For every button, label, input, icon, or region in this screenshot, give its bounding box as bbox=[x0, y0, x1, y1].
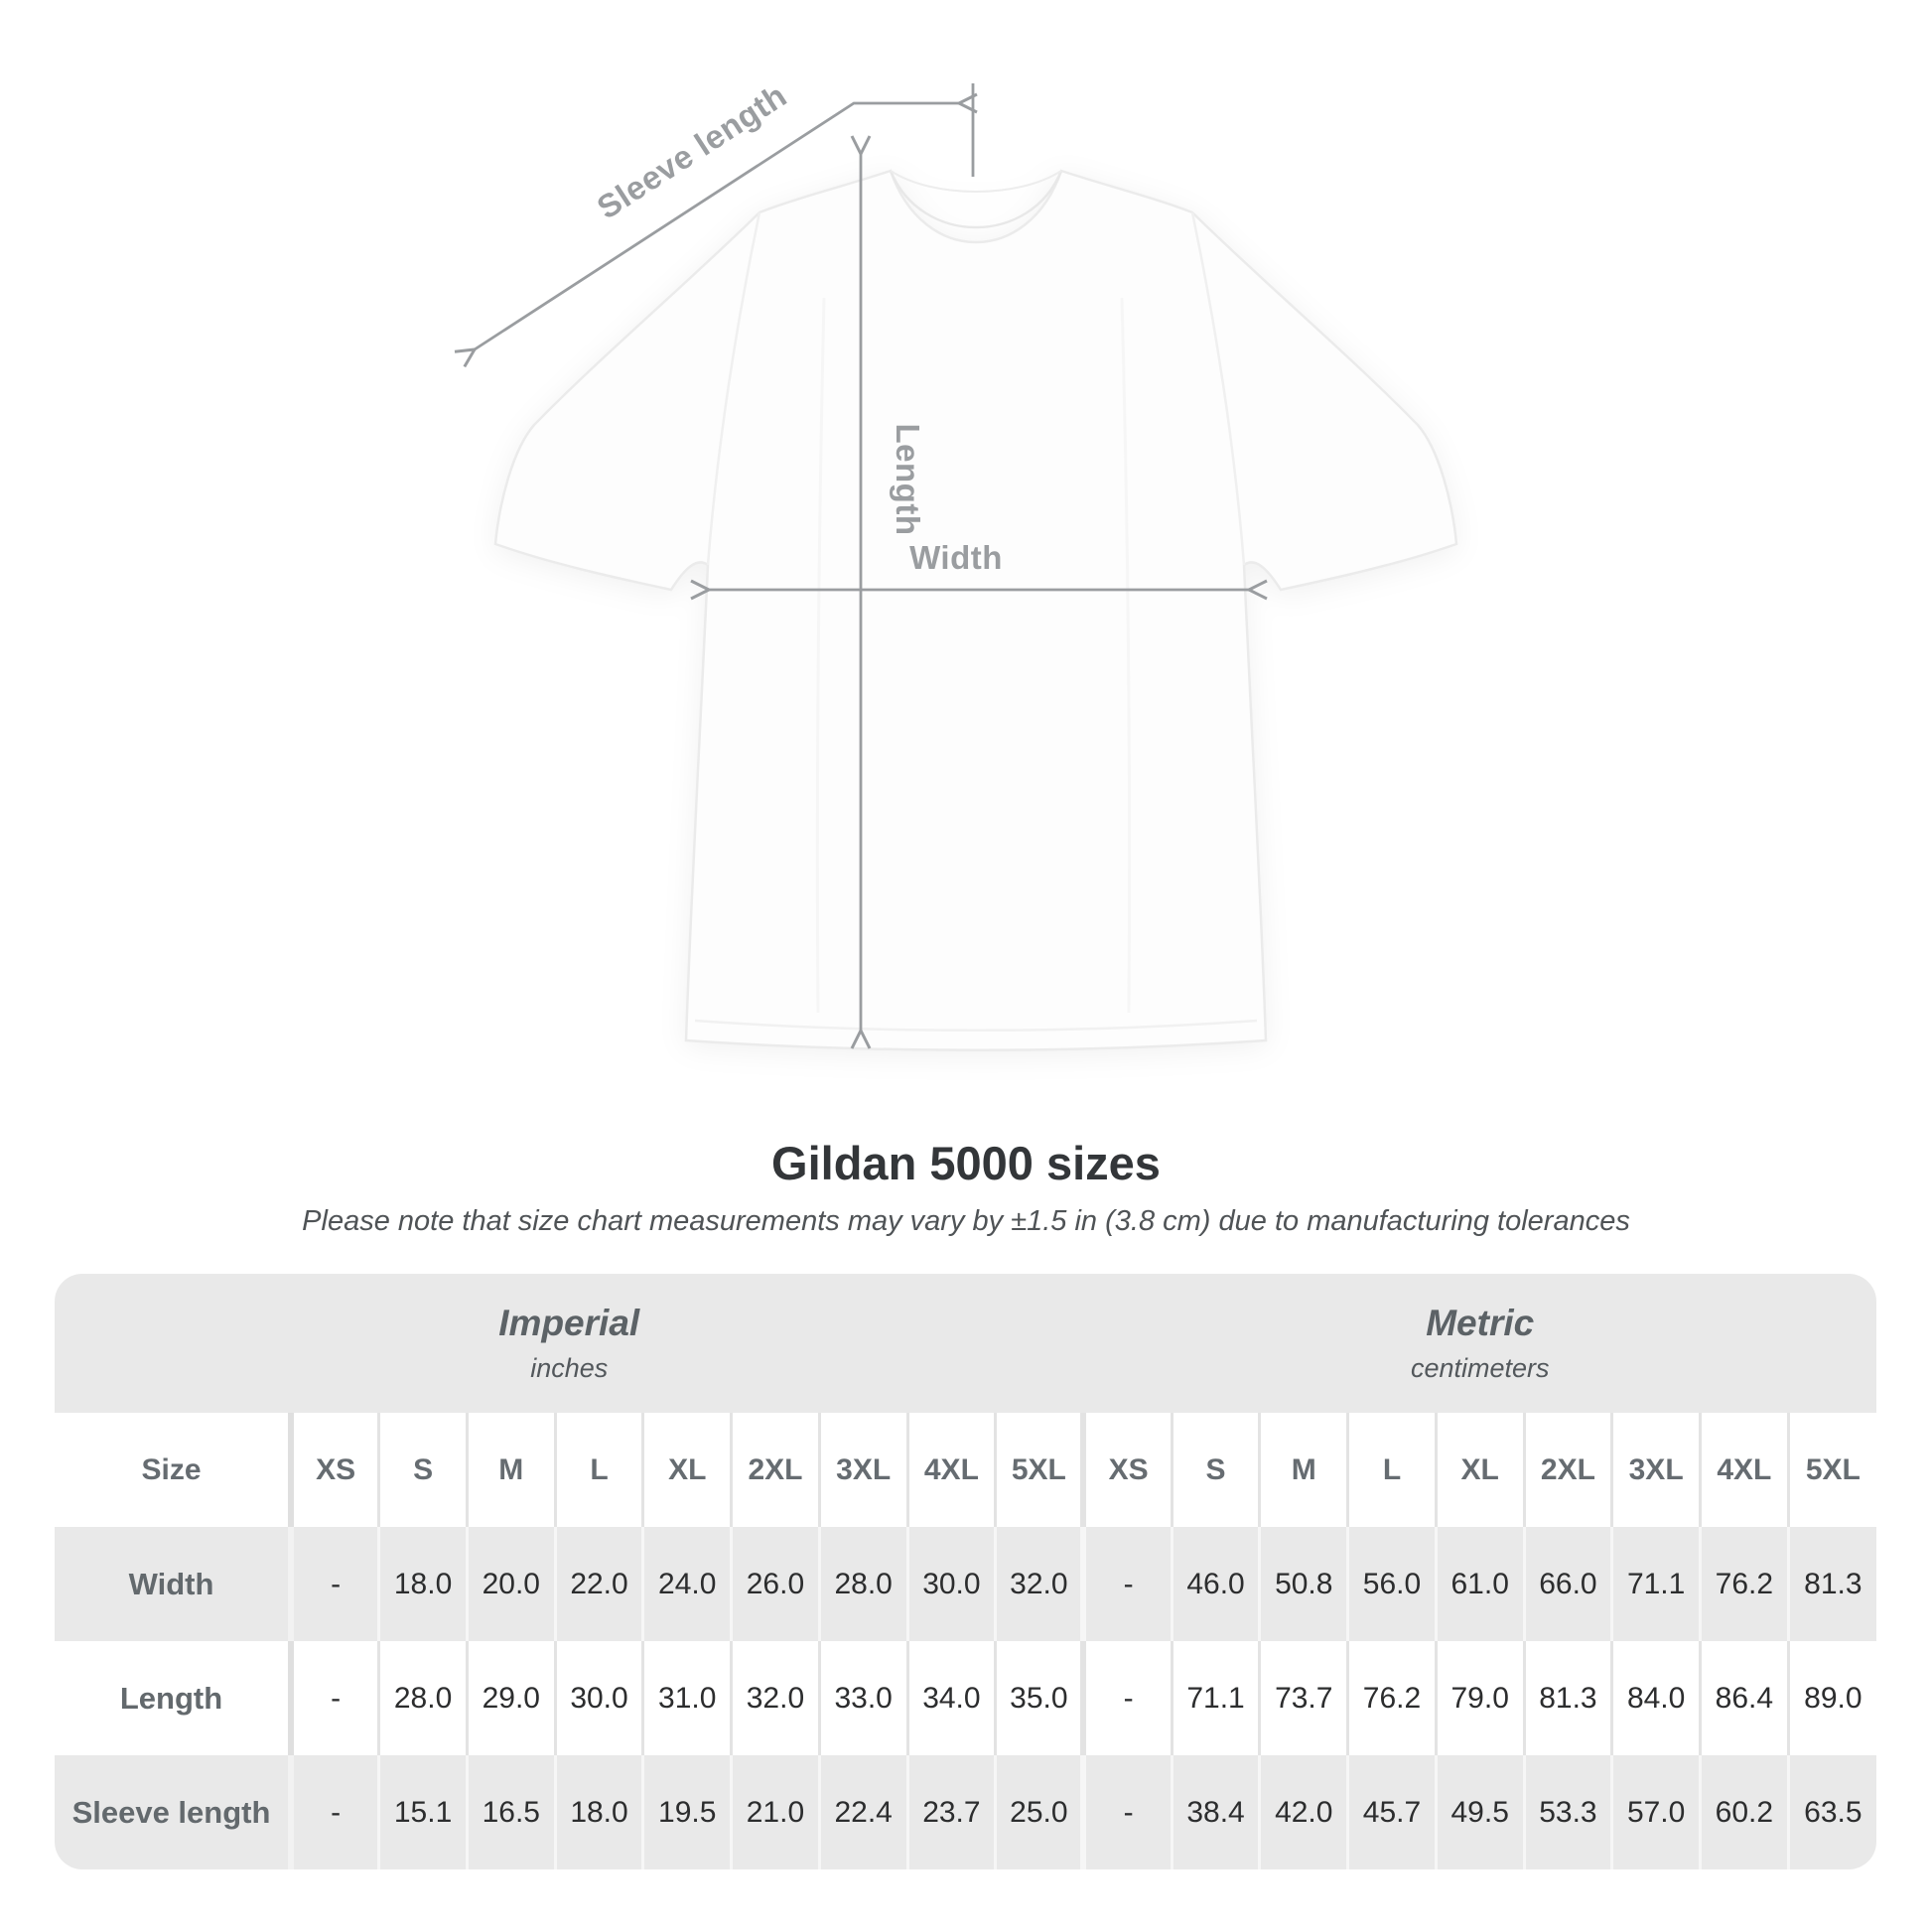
value-cell: 22.0 bbox=[555, 1527, 643, 1641]
value-cell: 89.0 bbox=[1788, 1641, 1876, 1755]
metric-unit: centimeters bbox=[1410, 1353, 1550, 1383]
value-cell: 31.0 bbox=[643, 1641, 732, 1755]
value-cell: 28.0 bbox=[819, 1527, 907, 1641]
value-cell: 22.4 bbox=[819, 1755, 907, 1869]
value-cell: 57.0 bbox=[1612, 1755, 1701, 1869]
unit-group-row bbox=[55, 1274, 1876, 1413]
value-cell: 66.0 bbox=[1524, 1527, 1612, 1641]
value-cell: 86.4 bbox=[1701, 1641, 1789, 1755]
value-cell: 81.3 bbox=[1788, 1527, 1876, 1641]
imperial-group-header bbox=[55, 1274, 1083, 1413]
value-cell: 56.0 bbox=[1348, 1527, 1437, 1641]
value-cell: 45.7 bbox=[1348, 1755, 1437, 1869]
measurement-row bbox=[55, 1641, 1876, 1755]
row-label: Sleeve length bbox=[55, 1755, 291, 1869]
value-cell: 30.0 bbox=[555, 1641, 643, 1755]
size-column-header: Size bbox=[55, 1413, 291, 1527]
value-cell: 15.1 bbox=[379, 1755, 468, 1869]
value-cell: 71.1 bbox=[1612, 1527, 1701, 1641]
value-cell: 71.1 bbox=[1172, 1641, 1260, 1755]
size-col-header-imperial-s: S bbox=[379, 1413, 468, 1527]
page-title: Gildan 5000 sizes bbox=[771, 1137, 1161, 1189]
size-chart-table bbox=[55, 1274, 1876, 1869]
size-col-header-metric-5xl: 5XL bbox=[1788, 1413, 1876, 1527]
size-col-header-imperial-l: L bbox=[555, 1413, 643, 1527]
size-col-header-imperial-4xl: 4XL bbox=[907, 1413, 996, 1527]
value-cell: 28.0 bbox=[379, 1641, 468, 1755]
value-cell: 50.8 bbox=[1260, 1527, 1348, 1641]
value-cell: 29.0 bbox=[467, 1641, 555, 1755]
value-cell: 63.5 bbox=[1788, 1755, 1876, 1869]
measurement-row bbox=[55, 1527, 1876, 1641]
size-col-header-metric-3xl: 3XL bbox=[1612, 1413, 1701, 1527]
value-cell: 18.0 bbox=[379, 1527, 468, 1641]
value-cell: 84.0 bbox=[1612, 1641, 1701, 1755]
value-cell: 81.3 bbox=[1524, 1641, 1612, 1755]
size-col-header-imperial-xs: XS bbox=[291, 1413, 379, 1527]
value-cell: 79.0 bbox=[1436, 1641, 1524, 1755]
value-cell: 35.0 bbox=[996, 1641, 1084, 1755]
size-col-header-imperial-xl: XL bbox=[643, 1413, 732, 1527]
value-cell: - bbox=[1083, 1755, 1172, 1869]
value-cell: - bbox=[291, 1641, 379, 1755]
value-cell: 23.7 bbox=[907, 1755, 996, 1869]
value-cell: 25.0 bbox=[996, 1755, 1084, 1869]
value-cell: 24.0 bbox=[643, 1527, 732, 1641]
size-col-header-imperial-5xl: 5XL bbox=[996, 1413, 1084, 1527]
size-col-header-imperial-3xl: 3XL bbox=[819, 1413, 907, 1527]
metric-group-header bbox=[1083, 1274, 1876, 1413]
size-col-header-metric-xl: XL bbox=[1436, 1413, 1524, 1527]
value-cell: 18.0 bbox=[555, 1755, 643, 1869]
row-label: Length bbox=[55, 1641, 291, 1755]
value-cell: 42.0 bbox=[1260, 1755, 1348, 1869]
value-cell: 49.5 bbox=[1436, 1755, 1524, 1869]
tshirt-collar-back bbox=[891, 171, 1061, 192]
size-col-header-imperial-2xl: 2XL bbox=[732, 1413, 820, 1527]
size-col-header-metric-4xl: 4XL bbox=[1701, 1413, 1789, 1527]
value-cell: 33.0 bbox=[819, 1641, 907, 1755]
value-cell: 76.2 bbox=[1701, 1527, 1789, 1641]
value-cell: 19.5 bbox=[643, 1755, 732, 1869]
value-cell: 30.0 bbox=[907, 1527, 996, 1641]
size-chart-body bbox=[55, 1527, 1876, 1869]
size-col-header-metric-s: S bbox=[1172, 1413, 1260, 1527]
row-label: Width bbox=[55, 1527, 291, 1641]
tshirt-body bbox=[495, 171, 1456, 1050]
value-cell: - bbox=[291, 1755, 379, 1869]
tolerance-note: Please note that size chart measurements may vary by ±1.5 in (3.8 cm) due to manufacturing tolerances bbox=[302, 1205, 1630, 1237]
value-cell: 73.7 bbox=[1260, 1641, 1348, 1755]
value-cell: 60.2 bbox=[1701, 1755, 1789, 1869]
imperial-unit: inches bbox=[530, 1353, 609, 1383]
value-cell: 46.0 bbox=[1172, 1527, 1260, 1641]
heading-block bbox=[0, 1138, 1932, 1238]
sizes-header-row bbox=[55, 1413, 1876, 1527]
value-cell: 76.2 bbox=[1348, 1641, 1437, 1755]
value-cell: 21.0 bbox=[732, 1755, 820, 1869]
value-cell: 20.0 bbox=[467, 1527, 555, 1641]
length-label: Length bbox=[890, 423, 926, 536]
value-cell: 61.0 bbox=[1436, 1527, 1524, 1641]
sleeve-length-label: Sleeve length bbox=[590, 76, 793, 226]
value-cell: 38.4 bbox=[1172, 1755, 1260, 1869]
width-label: Width bbox=[909, 539, 1003, 576]
measurement-row bbox=[55, 1755, 1876, 1869]
size-col-header-imperial-m: M bbox=[467, 1413, 555, 1527]
value-cell: - bbox=[1083, 1527, 1172, 1641]
value-cell: 32.0 bbox=[732, 1641, 820, 1755]
value-cell: 34.0 bbox=[907, 1641, 996, 1755]
tshirt-image bbox=[495, 171, 1456, 1050]
value-cell: 32.0 bbox=[996, 1527, 1084, 1641]
value-cell: - bbox=[1083, 1641, 1172, 1755]
size-col-header-metric-l: L bbox=[1348, 1413, 1437, 1527]
value-cell: 16.5 bbox=[467, 1755, 555, 1869]
imperial-label: Imperial bbox=[498, 1303, 640, 1343]
value-cell: 26.0 bbox=[732, 1527, 820, 1641]
value-cell: - bbox=[291, 1527, 379, 1641]
value-cell: 53.3 bbox=[1524, 1755, 1612, 1869]
metric-label: Metric bbox=[1426, 1303, 1535, 1343]
size-col-header-metric-2xl: 2XL bbox=[1524, 1413, 1612, 1527]
size-col-header-metric-xs: XS bbox=[1083, 1413, 1172, 1527]
size-chart-card bbox=[55, 1274, 1876, 1869]
size-col-header-metric-m: M bbox=[1260, 1413, 1348, 1527]
